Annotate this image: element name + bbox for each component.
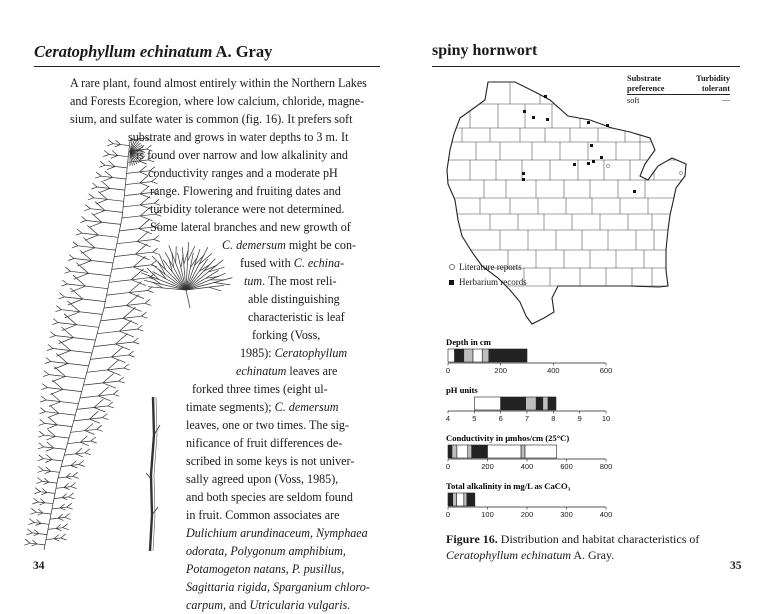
body-text-fragment: leaves, one or two times. The sig- xyxy=(186,418,349,432)
herbarium-record-point xyxy=(587,121,590,124)
herbarium-record-point xyxy=(573,163,576,166)
body-text-fragment: Dulichium arundinaceum, Nymphaea xyxy=(186,526,368,540)
herbarium-record-markers xyxy=(522,95,636,193)
body-text-fragment: leaves are xyxy=(286,364,337,378)
body-text-line xyxy=(186,596,350,614)
title-rule-right xyxy=(432,66,740,67)
gauge-segment xyxy=(482,349,489,362)
gauge-tick-label: 10 xyxy=(602,414,610,423)
body-text-fragment: C. demersum xyxy=(275,400,339,414)
herbarium-record-point xyxy=(544,95,547,98)
body-text-fragment: forking (Voss, xyxy=(252,328,320,342)
literature-legend-marker xyxy=(447,262,457,272)
gauge-tick-label: 600 xyxy=(600,366,613,375)
body-text-fragment: and Forests Ecoregion, where low calcium, chloride, magne- xyxy=(70,94,364,108)
gauge-tick-label: 100 xyxy=(481,510,494,519)
gauge-title: Depth in cm xyxy=(446,337,492,347)
body-text-line xyxy=(186,578,370,596)
body-text-fragment: tum xyxy=(244,274,262,288)
gauge-segment xyxy=(468,445,472,458)
gauge-segment xyxy=(536,397,543,410)
body-text-line xyxy=(70,74,367,92)
figure-caption-species: Ceratophyllum echinatum xyxy=(446,548,571,562)
literature-report-point xyxy=(607,165,610,168)
body-text-fragment: scribed in some keys is not univer- xyxy=(186,454,354,468)
gauge-title: pH units xyxy=(446,385,478,395)
body-text-line xyxy=(240,344,347,362)
herbarium-record-point xyxy=(522,178,525,181)
body-text-fragment: and both species are seldom found xyxy=(186,490,353,504)
body-text-fragment: substrate and grows in water depths to 3 m. It xyxy=(128,130,348,144)
turbidity-header-line1: Turbidity xyxy=(684,74,730,84)
gauge-segment xyxy=(455,349,464,362)
gauge-segment xyxy=(489,349,527,362)
body-text-line xyxy=(236,362,337,380)
body-text-fragment: 1985): xyxy=(240,346,275,360)
herbarium-record-point xyxy=(606,124,609,127)
gauge-segment xyxy=(488,445,522,458)
body-text-line xyxy=(248,290,340,308)
herbarium-record-point xyxy=(592,160,595,163)
body-text-line xyxy=(70,110,352,128)
body-text-fragment: able distinguishing xyxy=(248,292,340,306)
gauge-tick-label: 600 xyxy=(560,462,573,471)
gauge-segment xyxy=(464,349,473,362)
body-text-fragment: C. echina- xyxy=(294,256,344,270)
gauge-tick-label: 0 xyxy=(446,366,450,375)
gauge-title: Conductivity in µmhos/cm (25°C) xyxy=(446,433,569,443)
gauge-tick-label: 0 xyxy=(446,510,450,519)
body-text-line xyxy=(240,254,344,272)
body-text-fragment: carpum, xyxy=(186,598,226,612)
body-text-fragment: Some lateral branches and new growth of xyxy=(150,220,351,234)
body-text-fragment: is found over narrow and low alkalinity and xyxy=(136,148,348,162)
herbarium-record-point xyxy=(522,172,525,175)
body-text-fragment: fused with xyxy=(240,256,294,270)
gauge-segment xyxy=(448,349,455,362)
body-text-fragment: odorata, Polygonum amphibium, xyxy=(186,544,346,558)
herbarium-legend-marker xyxy=(449,280,454,285)
gauge-segment xyxy=(474,397,500,410)
state-outline xyxy=(447,82,686,324)
herbarium-record-point xyxy=(600,156,603,159)
gauge-tick-label: 9 xyxy=(578,414,582,423)
gauge-tick-label: 300 xyxy=(560,510,573,519)
herbarium-record-point xyxy=(587,162,590,165)
gauge-segment xyxy=(501,397,526,410)
body-text-fragment: echinatum xyxy=(236,364,286,378)
gauge-segment xyxy=(453,493,457,506)
body-text-line xyxy=(252,326,320,344)
gauge-segment xyxy=(543,397,548,410)
gauge-tick-label: 400 xyxy=(521,462,534,471)
gauge-tick-label: 6 xyxy=(499,414,503,423)
gauge-segment xyxy=(457,493,464,506)
herbarium-record-point xyxy=(532,116,535,119)
gauge-tick-label: 400 xyxy=(547,366,560,375)
gauge-segment xyxy=(457,445,468,458)
gauge-tick-label: 800 xyxy=(600,462,613,471)
gauge-segment xyxy=(448,493,453,506)
body-text-fragment: sally agreed upon (Voss, 1985), xyxy=(186,472,338,486)
wisconsin-county-map xyxy=(440,80,700,340)
stem-illustration xyxy=(140,395,170,555)
common-name-title: spiny hornwort xyxy=(432,42,537,60)
gauge-title: Total alkalinity in mg/L as CaCO₃ xyxy=(446,481,571,491)
gauge-tick-label: 7 xyxy=(525,414,529,423)
body-text-fragment: Utricularia vulgaris. xyxy=(250,598,351,612)
body-text-fragment: timate segments); xyxy=(186,400,275,414)
gauge-tick-label: 0 xyxy=(446,462,450,471)
body-text-fragment: Potamogeton natans, P. pusillus, xyxy=(186,562,344,576)
page-number-right: 35 xyxy=(730,560,742,572)
gauge-segment xyxy=(521,445,525,458)
title-rule-left xyxy=(34,66,380,67)
gauge-segment xyxy=(464,493,467,506)
gauge-segment xyxy=(473,349,482,362)
body-text-line xyxy=(222,236,356,254)
species-author: A. Gray xyxy=(212,42,272,61)
turbidity-value: — xyxy=(704,95,730,104)
gauge-segment xyxy=(448,445,452,458)
literature-legend-label: Literature reports xyxy=(459,262,522,272)
gauge-segment xyxy=(548,397,556,410)
gauge-segment xyxy=(472,445,488,458)
body-text-line xyxy=(244,272,336,290)
gauge-tick-label: 200 xyxy=(494,366,507,375)
herbarium-record-point xyxy=(523,110,526,113)
body-text-fragment: in fruit. Common associates are xyxy=(186,508,340,522)
literature-report-point xyxy=(680,172,683,175)
gauge-tick-label: 4 xyxy=(446,414,450,423)
body-text-fragment: and xyxy=(226,598,250,612)
leaf-detail-illustration xyxy=(140,222,240,312)
page-number-left: 34 xyxy=(33,560,45,572)
herbarium-legend-label: Herbarium records xyxy=(459,277,527,287)
figure-caption-author: A. Gray. xyxy=(571,548,614,562)
figure-caption xyxy=(446,531,746,563)
gauge-tick-label: 200 xyxy=(521,510,534,519)
body-text-fragment: Sagittaria rigida, Sparganium chloro- xyxy=(186,580,370,594)
substrate-header-line1: Substrate xyxy=(627,74,664,84)
body-text-fragment: forked three times (eight ul- xyxy=(192,382,328,396)
body-text-line xyxy=(248,308,345,326)
substrate-value: soft xyxy=(627,96,639,105)
body-text-fragment: nificance of fruit differences de- xyxy=(186,436,342,450)
body-text-fragment: conductivity ranges and a moderate pH xyxy=(148,166,338,180)
body-text-fragment: C. demersum xyxy=(222,238,286,252)
species-title xyxy=(34,42,272,62)
body-text-line xyxy=(186,560,344,578)
body-text-fragment: Ceratophyllum xyxy=(275,346,348,360)
body-text-fragment: . The most reli- xyxy=(262,274,336,288)
habitat-gauges xyxy=(440,336,640,531)
figure-caption-label: Figure 16. xyxy=(446,532,498,546)
species-name: Ceratophyllum echinatum xyxy=(34,42,212,61)
body-text-fragment: sium, and sulfate water is common (fig. 16). It prefers soft xyxy=(70,112,352,126)
herbarium-record-point xyxy=(590,144,593,147)
body-text-fragment: characteristic is leaf xyxy=(248,310,345,324)
body-text-line xyxy=(70,92,364,110)
gauge-tick-label: 200 xyxy=(481,462,494,471)
plant-illustration xyxy=(18,138,238,558)
gauge-tick-label: 400 xyxy=(600,510,613,519)
body-text-fragment: might be con- xyxy=(286,238,356,252)
gauge-segment xyxy=(452,445,457,458)
gauge-segment xyxy=(467,493,475,506)
turbidity-header-line2: tolerant xyxy=(684,84,730,94)
body-text-fragment: range. Flowering and fruiting dates and xyxy=(150,184,341,198)
figure-caption-text: Distribution and habitat characteristics of xyxy=(498,532,700,546)
body-text-fragment: turbidity tolerance were not determined. xyxy=(150,202,344,216)
body-text-fragment: A rare plant, found almost entirely within the Northern Lakes xyxy=(70,76,367,90)
herbarium-record-point xyxy=(546,118,549,121)
gauge-tick-label: 8 xyxy=(551,414,555,423)
gauge-segment xyxy=(525,445,557,458)
substrate-header-line2: preference xyxy=(627,84,664,94)
gauge-segment xyxy=(526,397,537,410)
gauge-tick-label: 5 xyxy=(472,414,476,423)
herbarium-record-point xyxy=(633,190,636,193)
